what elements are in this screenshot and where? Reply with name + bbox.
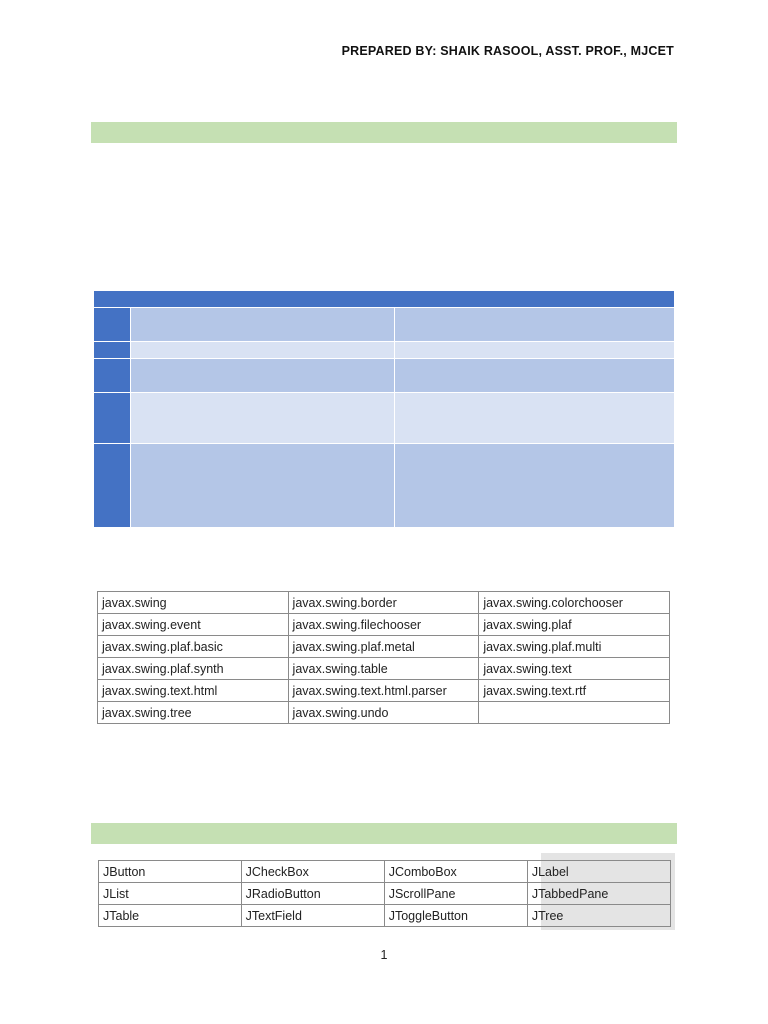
table-cell: JRadioButton (241, 883, 384, 905)
table-cell: javax.swing.text (479, 658, 670, 680)
comparison-table (94, 291, 674, 527)
table-cell: JTree (527, 905, 670, 927)
table-cell: JCheckBox (241, 861, 384, 883)
table-cell: javax.swing.plaf.basic (98, 636, 289, 658)
table-cell (131, 444, 395, 527)
table-row (99, 905, 671, 927)
table-cell: javax.swing.filechooser (288, 614, 479, 636)
table-cell: javax.swing.plaf (479, 614, 670, 636)
swing-components-table (98, 860, 671, 927)
table-row (94, 307, 674, 341)
table-cell: javax.swing (98, 592, 289, 614)
table-cell: javax.swing.tree (98, 702, 289, 724)
table-row (98, 680, 670, 702)
table-cell: JLabel (527, 861, 670, 883)
table-row (98, 658, 670, 680)
table-cell (94, 308, 131, 341)
table-cell (131, 342, 395, 358)
table-cell: JButton (99, 861, 242, 883)
table-cell (131, 359, 395, 392)
table-header-row (94, 291, 674, 307)
table-cell: JComboBox (384, 861, 527, 883)
table-cell (94, 444, 131, 527)
table-cell (131, 393, 395, 443)
table-cell (131, 308, 395, 341)
table-row (94, 341, 674, 358)
table-row (98, 592, 670, 614)
table-cell: JScrollPane (384, 883, 527, 905)
table-cell (395, 342, 674, 358)
table-cell: javax.swing.text.html (98, 680, 289, 702)
table-row (99, 861, 671, 883)
table-cell: javax.swing.event (98, 614, 289, 636)
table-cell: javax.swing.colorchooser (479, 592, 670, 614)
table-cell (94, 393, 131, 443)
swing-packages-table (97, 591, 670, 724)
page-header: PREPARED BY: SHAIK RASOOL, ASST. PROF., MJCET (341, 44, 674, 58)
table-cell: javax.swing.text.rtf (479, 680, 670, 702)
table-cell (94, 359, 131, 392)
table-cell: javax.swing.border (288, 592, 479, 614)
table-cell: javax.swing.plaf.synth (98, 658, 289, 680)
table-cell (94, 342, 131, 358)
page-number: 1 (380, 948, 388, 962)
table-cell: javax.swing.undo (288, 702, 479, 724)
table-cell: JTextField (241, 905, 384, 927)
table-cell (395, 393, 674, 443)
table-row (98, 636, 670, 658)
section-heading-band (91, 122, 677, 143)
table-cell: JTabbedPane (527, 883, 670, 905)
table-cell: JList (99, 883, 242, 905)
table-row (98, 702, 670, 724)
table-cell: JToggleButton (384, 905, 527, 927)
table-cell: javax.swing.table (288, 658, 479, 680)
table-cell (395, 444, 674, 527)
table-row (94, 443, 674, 527)
table-row (98, 614, 670, 636)
table-row (94, 358, 674, 392)
table-row (94, 392, 674, 443)
table-cell: javax.swing.plaf.multi (479, 636, 670, 658)
table-row (99, 883, 671, 905)
table-cell: javax.swing.plaf.metal (288, 636, 479, 658)
table-cell: JTable (99, 905, 242, 927)
table-cell (395, 359, 674, 392)
table-cell (395, 308, 674, 341)
table-cell (479, 702, 670, 724)
table-cell: javax.swing.text.html.parser (288, 680, 479, 702)
section-heading-band (91, 823, 677, 844)
